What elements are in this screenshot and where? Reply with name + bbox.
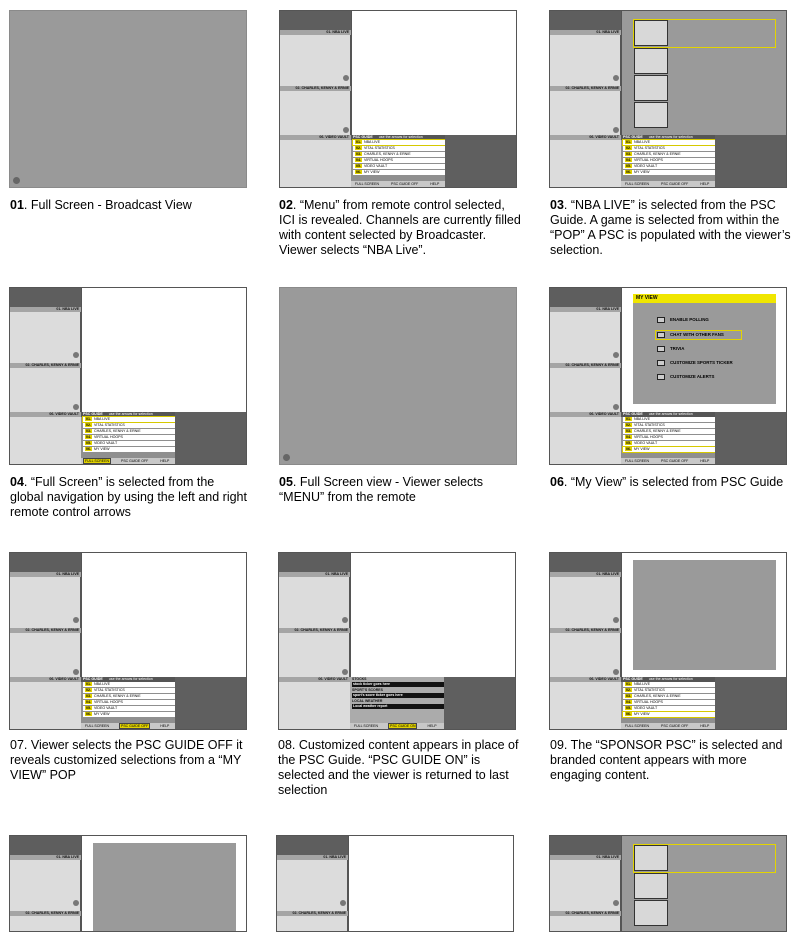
- psc-guide-menu: PSC GUIDE use the arrows for selection 01. NBA LIVE 02. VITAL STATISTICS 03. CHARLES, KENNY & ERNIE 04. VIRTUAL HOOPS 05. VIDEO VAULT 06. MY VIEW FULL SCREEN PSC GUIDE OFF HELP: [621, 135, 717, 188]
- caption-09: 09. The “SPONSOR PSC” is selected and branded content appears with more engaging content.: [550, 738, 783, 782]
- panel-02-menu: 01. NBA LIVE 02. CHARLES, KENNY & ERNIE 06. VIDEO VAULT PSC GUIDE use the arrows for selection 01. NBA LIVE 02. VITAL STATISTICS 03. CHARLES, KENNY & ERNIE 04. VIRTUAL HOOPS 05. VIDEO VAULT 06. MY VIEW FULL SCREEN PSC GUIDE OFF HELP: [279, 10, 517, 188]
- menu-item[interactable]: 05. VIDEO VAULT: [353, 164, 445, 169]
- menu-item[interactable]: 04. VIRTUAL HOOPS: [353, 158, 445, 163]
- pop-thumb[interactable]: [634, 75, 668, 101]
- panel-10: 01. NBA LIVE 02. CHARLES, KENNY & ERNIE: [9, 835, 247, 932]
- channel-thumb[interactable]: [280, 91, 351, 135]
- caption-08: 08. Customized content appears in place of the PSC Guide. “PSC GUIDE ON” is selected and the viewer is returned to last selection: [278, 738, 519, 797]
- status-dot: [13, 177, 20, 184]
- caption-03: 03. “NBA LIVE” is selected from the PSC Guide. A game is selected from within the “POP” A PSC is populated with the viewer’s selection.: [550, 198, 791, 257]
- panel-01-full-screen: [9, 10, 247, 188]
- caption-06: 06. “My View” is selected from PSC Guide: [550, 475, 784, 489]
- panel-07-guide-off: 01. NBA LIVE 02. CHARLES, KENNY & ERNIE 06. VIDEO VAULT PSC GUIDE use the arrows for selection 01. NBA LIVE 02. VITAL STATISTICS 03. CHARLES, KENNY & ERNIE 04. VIRTUAL HOOPS 05. VIDEO VAULT 06. MY VIEW FULL SCREEN PSC GUIDE OFF HELP: [9, 552, 247, 730]
- custom-content: STOCKS stock ticker goes here SPORT'S SCORES sport's score ticker goes here LOCAL WEATHER Local weather report FULL SCREEN PSC GUIDE ON HELP: [350, 677, 446, 730]
- caption-02: 02. “Menu” from remote control selected, ICI is revealed. Channels are currently filled with content selected by Broadcaster. Viewer selects “NBA Live”.: [279, 198, 521, 257]
- option-ticker[interactable]: CUSTOMIZE SPORTS TICKER: [657, 360, 733, 366]
- panel-06-my-view: 01. NBA LIVE 02. CHARLES, KENNY & ERNIE MY VIEW ENABLE POLLING CHAT WITH OTHER FANS TRIVIA CUSTOMIZE SPORTS TICKER CUSTOMIZE ALERTS 06. VIDEO VAULT PSC GUIDE use the arrows for selection 01. NBA LIVE 02. VITAL STATISTICS 03. CHARLES, KENNY & ERNIE 04. VIRTUAL HOOPS 05. VIDEO VAULT 06. MY VIEW FULL SCREEN PSC GUIDE OFF HELP: [549, 287, 787, 465]
- psc-guide-menu: PSC GUIDE use the arrows for selection 01. NBA LIVE 02. VITAL STATISTICS 03. CHARLES, KENNY & ERNIE 04. VIRTUAL HOOPS 05. VIDEO VAULT 06. MY VIEW FULL SCREEN PSC GUIDE OFF HELP: [621, 677, 717, 730]
- my-view-pop: MY VIEW ENABLE POLLING CHAT WITH OTHER FANS TRIVIA CUSTOMIZE SPORTS TICKER CUSTOMIZE ALERTS: [633, 294, 776, 404]
- psc-guide-menu: PSC GUIDE use the arrows for selection 01. NBA LIVE 02. VITAL STATISTICS 03. CHARLES, KENNY & ERNIE 04. VIRTUAL HOOPS 05. VIDEO VAULT 06. MY VIEW FULL SCREEN PSC GUIDE OFF HELP: [621, 412, 717, 465]
- option-alerts[interactable]: CUSTOMIZE ALERTS: [657, 374, 714, 380]
- selection-highlight: [633, 844, 776, 873]
- guide-footer: FULL SCREEN PSC GUIDE OFF HELP: [351, 181, 447, 188]
- panel-05-full-screen: [279, 287, 517, 465]
- psc-guide-menu: PSC GUIDE use the arrows for selection 01. NBA LIVE 02. VITAL STATISTICS 03. CHARLES, KENNY & ERNIE 04. VIRTUAL HOOPS 05. VIDEO VAULT 06. MY VIEW FULL SCREEN PSC GUIDE OFF HELP: [351, 135, 447, 188]
- pop-thumb[interactable]: [634, 48, 668, 74]
- panel-12: 01. NBA LIVE 02. CHARLES, KENNY & ERNIE: [549, 835, 787, 932]
- caption-01: 01. Full Screen - Broadcast View: [10, 198, 192, 212]
- channel-label: 02. CHARLES, KENNY & ERNIE: [280, 86, 351, 91]
- channel-thumb[interactable]: [280, 35, 351, 87]
- option-chat[interactable]: CHAT WITH OTHER FANS: [657, 332, 740, 338]
- psc-guide-menu: PSC GUIDE use the arrows for selection 01. NBA LIVE 02. VITAL STATISTICS 03. CHARLES, KENNY & ERNIE 04. VIRTUAL HOOPS 05. VIDEO VAULT 06. MY VIEW FULL SCREEN PSC GUIDE OFF HELP: [81, 412, 177, 465]
- caption-07: 07. Viewer selects the PSC GUIDE OFF it reveals customized selections from a “MY VIEW” POP: [10, 738, 243, 782]
- panel-09-sponsor-psc: 01. NBA LIVE 02. CHARLES, KENNY & ERNIE 06. VIDEO VAULT PSC GUIDE use the arrows for selection 01. NBA LIVE 02. VITAL STATISTICS 03. CHARLES, KENNY & ERNIE 04. VIRTUAL HOOPS 05. VIDEO VAULT 06. MY VIEW FULL SCREEN PSC GUIDE OFF HELP: [549, 552, 787, 730]
- menu-item[interactable]: 02. VITAL STATISTICS: [353, 146, 445, 151]
- panel-04-full-screen-nav: 01. NBA LIVE 02. CHARLES, KENNY & ERNIE 06. VIDEO VAULT PSC GUIDE use the arrows for selection 01. NBA LIVE 02. VITAL STATISTICS 03. CHARLES, KENNY & ERNIE 04. VIRTUAL HOOPS 05. VIDEO VAULT 06. MY VIEW FULL SCREEN PSC GUIDE OFF HELP: [9, 287, 247, 465]
- panel-11: 01. NBA LIVE 02. CHARLES, KENNY & ERNIE: [276, 835, 514, 932]
- menu-item[interactable]: 03. CHARLES, KENNY & ERNIE: [353, 152, 445, 157]
- option-trivia[interactable]: TRIVIA: [657, 346, 684, 352]
- selection-highlight: [633, 19, 776, 48]
- channel-label: 01. NBA LIVE: [280, 30, 351, 35]
- caption-04: 04. “Full Screen” is selected from the global navigation by using the left and right remote control arrows: [10, 475, 247, 519]
- psc-guide-menu: PSC GUIDE use the arrows for selection 01. NBA LIVE 02. VITAL STATISTICS 03. CHARLES, KENNY & ERNIE 04. VIRTUAL HOOPS 05. VIDEO VAULT 06. MY VIEW FULL SCREEN PSC GUIDE OFF HELP: [81, 677, 177, 730]
- caption-05: 05. Full Screen view - Viewer selects “MENU” from the remote: [279, 475, 484, 504]
- sponsor-psc[interactable]: [633, 560, 776, 670]
- panel-08-custom-content: 01. NBA LIVE 02. CHARLES, KENNY & ERNIE 06. VIDEO VAULT STOCKS stock ticker goes here SPORT'S SCORES sport's score ticker goes here LOCAL WEATHER Local weather report FULL SCREEN PSC GUIDE ON HELP: [278, 552, 516, 730]
- menu-item[interactable]: 01. NBA LIVE: [353, 140, 445, 145]
- menu-item[interactable]: 06. MY VIEW: [353, 170, 445, 175]
- panel-03-nba-live: 01. NBA LIVE 02. CHARLES, KENNY & ERNIE 06. VIDEO VAULT PSC GUIDE use the arrows for selection 01. NBA LIVE 02. VITAL STATISTICS 03. CHARLES, KENNY & ERNIE 04. VIRTUAL HOOPS 05. VIDEO VAULT 06. MY VIEW FULL SCREEN PSC GUIDE OFF HELP: [549, 10, 787, 188]
- pop-thumb[interactable]: [634, 102, 668, 128]
- option-polling[interactable]: ENABLE POLLING: [657, 317, 709, 323]
